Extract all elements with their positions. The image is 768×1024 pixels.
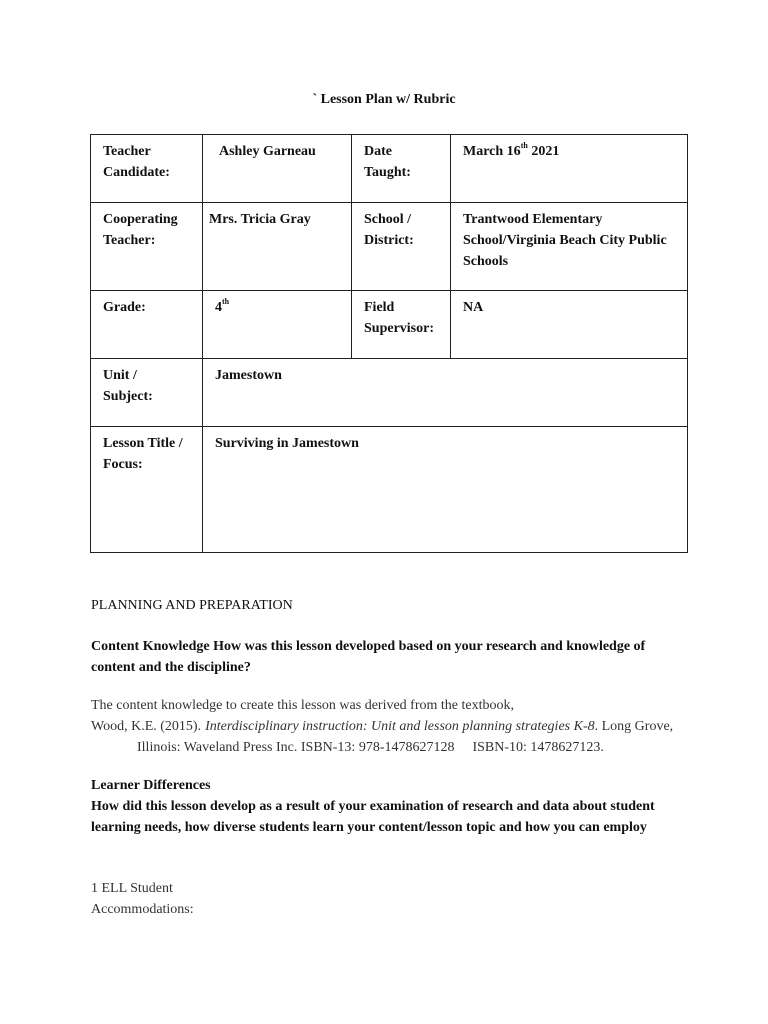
citation-publisher-end: Illinois: Waveland Press Inc. ISBN-13: 978-1478627128 (137, 740, 455, 755)
unit-subject-value: Jamestown (203, 359, 688, 427)
field-supervisor-label: Field Supervisor: (352, 291, 451, 359)
teacher-candidate-value: Ashley Garneau (203, 135, 352, 203)
table-row (91, 291, 688, 359)
accommodations-line: Accommodations: (91, 902, 194, 917)
grade-ordinal: th (222, 297, 230, 306)
learner-differences-question: How did this lesson develop as a result of your examination of research and data about student learning needs, how diverse students learn your content/lesson topic and how you can employ (91, 799, 655, 835)
table-row (91, 203, 688, 291)
learner-differences-heading: Learner Differences (91, 778, 211, 793)
citation-publisher-start: . Long Grove, (594, 719, 674, 734)
date-taught-day: March 16 (463, 144, 521, 159)
grade-number: 4 (215, 300, 222, 315)
school-district-value: Trantwood Elementary School/Virginia Beach City Public Schools (451, 203, 688, 291)
grade-value (203, 291, 352, 359)
date-taught-ordinal: th (520, 141, 528, 150)
grade-label: Grade: (91, 291, 203, 359)
citation (91, 716, 691, 758)
lesson-title-value: Surviving in Jamestown (203, 427, 688, 553)
school-district-label: School / District: (352, 203, 451, 291)
lesson-title-label: Lesson Title / Focus: (91, 427, 203, 553)
date-taught-year: 2021 (527, 144, 560, 159)
citation-line-2 (91, 737, 691, 758)
planning-heading: PLANNING AND PREPARATION (91, 598, 293, 613)
table-row (91, 359, 688, 427)
cooperating-teacher-label: Cooperating Teacher: (91, 203, 203, 291)
field-supervisor-value: NA (451, 291, 688, 359)
lesson-info-table (90, 134, 688, 553)
citation-title: Interdisciplinary instruction: Unit and lesson planning strategies K-8 (205, 719, 595, 734)
document-title: ` Lesson Plan w/ Rubric (312, 92, 456, 107)
content-knowledge-heading: Content Knowledge How was this lesson developed based on your research and knowledge of content and the discipline? (91, 639, 646, 675)
unit-subject-label: Unit / Subject: (91, 359, 203, 427)
cooperating-teacher-value: Mrs. Tricia Gray (203, 203, 352, 291)
table-row (91, 135, 688, 203)
citation-line-1 (91, 716, 691, 737)
table-row (91, 427, 688, 553)
citation-isbn10: ISBN-10: 1478627123. (472, 740, 604, 755)
citation-author: Wood, K.E. (2015). (91, 719, 202, 734)
teacher-candidate-label: Teacher Candidate: (91, 135, 203, 203)
ell-student-line: 1 ELL Student (91, 881, 173, 896)
date-taught-value (451, 135, 688, 203)
date-taught-label: Date Taught: (352, 135, 451, 203)
content-knowledge-intro: The content knowledge to create this lesson was derived from the textbook, (91, 698, 514, 713)
